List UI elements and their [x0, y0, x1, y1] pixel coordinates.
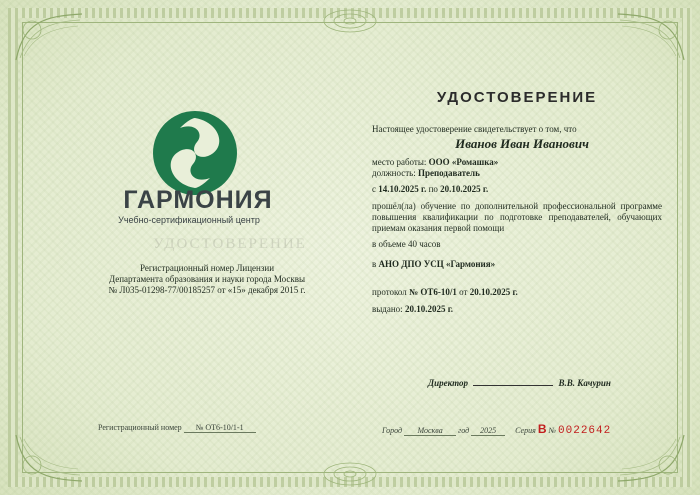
org-value: АНО ДПО УСЦ «Гармония»	[378, 259, 496, 269]
corner-ornament-icon	[14, 433, 84, 483]
license-block	[92, 263, 322, 296]
city-value: Москва	[404, 426, 456, 436]
organization-row	[372, 259, 495, 270]
year-label: год	[458, 426, 470, 435]
position-value: Преподаватель	[418, 168, 480, 178]
certificate-title: УДОСТОВЕРЕНИЕ	[436, 89, 598, 106]
date-to-prefix: по	[428, 184, 438, 194]
corner-ornament-icon	[14, 12, 84, 62]
protocol-prefix: протокол	[372, 287, 407, 297]
city-label: Город	[382, 426, 403, 435]
workplace-label: место работы:	[372, 157, 427, 167]
license-line: Регистрационный номер Лицензии	[139, 263, 275, 273]
issued-row	[372, 304, 453, 315]
license-line: № Л035-01298-77/00185257 от «15» декабря 2015 г.	[108, 285, 306, 295]
license-line: Департамента образования и науки города Москвы	[108, 274, 306, 284]
series-value: В	[537, 422, 547, 436]
position-label: должность:	[372, 168, 416, 178]
series-label: Серия	[515, 426, 536, 435]
brand-name: ГАРМОНИЯ	[123, 186, 273, 214]
workplace-value: ООО «Ромашка»	[428, 157, 499, 167]
registration-value: № ОТ6-10/1-1	[184, 423, 256, 433]
footer-row	[382, 422, 672, 437]
director-name: В.В. Качурин	[558, 378, 611, 388]
issued-label: выдано:	[372, 304, 403, 314]
date-from: 14.10.2025 г.	[378, 184, 427, 194]
corner-ornament-icon	[616, 12, 686, 62]
protocol-mid: от	[459, 287, 468, 297]
registration-number	[98, 423, 298, 433]
holder-name: Иванов Иван Иванович	[455, 136, 589, 151]
protocol-date: 20.10.2025 г.	[469, 287, 518, 297]
serial-number: 0022642	[558, 425, 612, 437]
hours-row	[372, 239, 440, 250]
director-signature-row	[428, 378, 658, 388]
workplace-row	[372, 157, 498, 168]
hours-prefix: в объеме	[372, 239, 406, 249]
corner-ornament-icon	[616, 433, 686, 483]
hours-value: 40 часов	[407, 239, 441, 249]
date-to: 20.10.2025 г.	[440, 184, 489, 194]
org-prefix: в	[372, 259, 377, 269]
director-label: Директор	[428, 378, 468, 388]
course-description: прошёл(ла) обучение по дополнительной профессиональной программе повышения квалификации по подготовке преподавателей, обучающих приемам оказания первой помощи	[372, 201, 662, 233]
rosette-ornament-icon	[320, 459, 380, 489]
ghost-watermark-text: УДОСТОВЕРЕНИЕ	[153, 236, 307, 252]
protocol-row	[372, 287, 518, 298]
date-from-prefix: с	[372, 184, 376, 194]
issued-date: 20.10.2025 г.	[404, 304, 454, 314]
registration-label: Регистрационный номер	[98, 423, 182, 432]
year-value: 2025	[471, 426, 505, 436]
garmonia-logo-icon	[150, 108, 240, 198]
brand-subtitle: Учебно-сертификационный центр	[118, 215, 260, 225]
number-label: №	[548, 426, 557, 435]
protocol-number: № ОТ6-10/1	[409, 287, 457, 297]
signature-line	[473, 385, 553, 386]
position-row	[372, 168, 480, 179]
intro-text: Настоящее удостоверение свидетельствует о том, что	[372, 124, 577, 134]
dates-row	[372, 184, 488, 195]
rosette-ornament-icon	[320, 6, 380, 36]
